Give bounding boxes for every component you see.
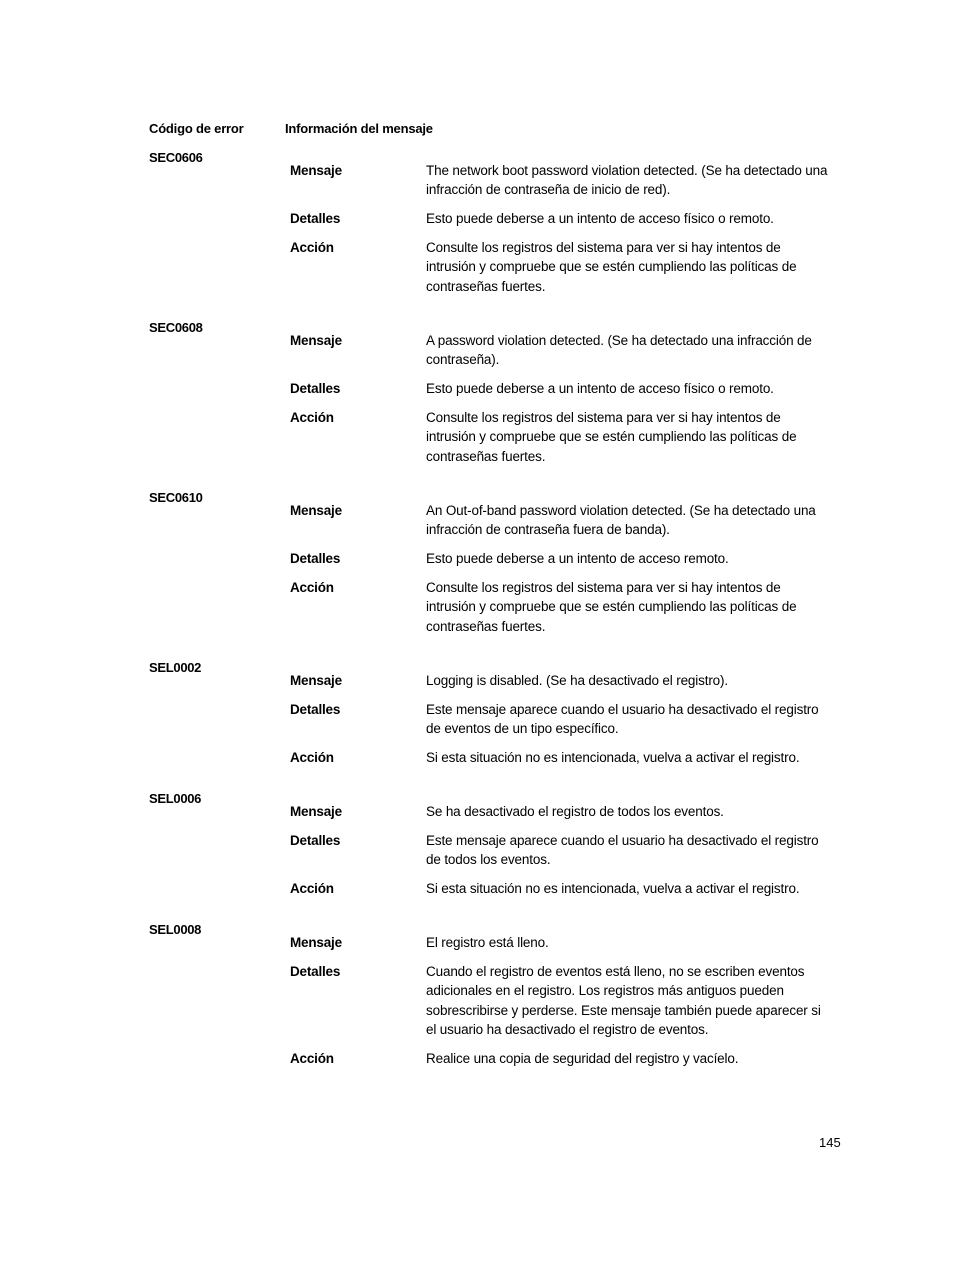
error-code: SEC0610 xyxy=(149,490,203,505)
row-text-details: Este mensaje aparece cuando el usuario ha desactivado el registro de eventos de un tipo específico. xyxy=(426,702,819,737)
row-text-message: El registro está lleno. xyxy=(426,935,549,950)
row-text-action: Si esta situación no es intencionada, vuelva a activar el registro. xyxy=(426,750,800,765)
row-text-action: Realice una copia de seguridad del registro y vacíelo. xyxy=(426,1051,739,1066)
error-code: SEC0606 xyxy=(149,150,203,165)
page-number: 145 xyxy=(819,1135,841,1150)
row-text-message: An Out-of-band password violation detected. (Se ha detectado una infracción de contraseña fuera de banda). xyxy=(426,503,816,538)
column-header-error-code: Código de error xyxy=(149,121,244,136)
error-code: SEC0608 xyxy=(149,320,203,335)
row-text-details: Este mensaje aparece cuando el usuario ha desactivado el registro de todos los eventos. xyxy=(426,833,819,868)
row-text-action: Consulte los registros del sistema para ver si hay intentos de intrusión y compruebe que se estén cumpliendo las políticas de contraseñas fuertes. xyxy=(426,240,797,294)
row-text-action: Consulte los registros del sistema para ver si hay intentos de intrusión y compruebe que se estén cumpliendo las políticas de contraseñas fuertes. xyxy=(426,580,797,634)
column-header-message-info: Información del mensaje xyxy=(285,121,433,136)
row-text-message: A password violation detected. (Se ha detectado una infracción de contraseña). xyxy=(426,333,812,368)
row-label-message: Mensaje xyxy=(290,333,342,348)
row-label-details: Detalles xyxy=(290,381,341,396)
row-label-details: Detalles xyxy=(290,702,341,717)
error-code: SEL0008 xyxy=(149,922,202,937)
row-label-message: Mensaje xyxy=(290,163,342,178)
row-label-details: Detalles xyxy=(290,833,341,848)
row-label-action: Acción xyxy=(290,410,334,425)
error-code: SEL0006 xyxy=(149,791,202,806)
row-text-details: Esto puede deberse a un intento de acceso físico o remoto. xyxy=(426,381,774,396)
row-label-details: Detalles xyxy=(290,551,341,566)
row-text-details: Esto puede deberse a un intento de acceso físico o remoto. xyxy=(426,211,774,226)
row-text-message: Se ha desactivado el registro de todos los eventos. xyxy=(426,804,724,819)
row-label-action: Acción xyxy=(290,1051,334,1066)
error-code: SEL0002 xyxy=(149,660,202,675)
row-label-message: Mensaje xyxy=(290,673,342,688)
row-text-message: Logging is disabled. (Se ha desactivado el registro). xyxy=(426,673,728,688)
row-text-details: Cuando el registro de eventos está lleno, no se escriben eventos adicionales en el registro. Los registros más antiguos pueden sobrescribirse y perderse. Este mensaje también puede aparecer si el usuario ha desactivado el registro de eventos. xyxy=(426,964,821,1037)
row-label-action: Acción xyxy=(290,881,334,896)
row-label-action: Acción xyxy=(290,580,334,595)
row-label-details: Detalles xyxy=(290,964,341,979)
row-text-action: Si esta situación no es intencionada, vuelva a activar el registro. xyxy=(426,881,800,896)
row-label-message: Mensaje xyxy=(290,804,342,819)
row-text-action: Consulte los registros del sistema para ver si hay intentos de intrusión y compruebe que se estén cumpliendo las políticas de contraseñas fuertes. xyxy=(426,410,797,464)
row-text-message: The network boot password violation detected. (Se ha detectado una infracción de contraseña de inicio de red). xyxy=(426,163,828,198)
row-label-details: Detalles xyxy=(290,211,341,226)
row-label-message: Mensaje xyxy=(290,503,342,518)
row-text-details: Esto puede deberse a un intento de acceso remoto. xyxy=(426,551,729,566)
row-label-action: Acción xyxy=(290,240,334,255)
row-label-message: Mensaje xyxy=(290,935,342,950)
row-label-action: Acción xyxy=(290,750,334,765)
